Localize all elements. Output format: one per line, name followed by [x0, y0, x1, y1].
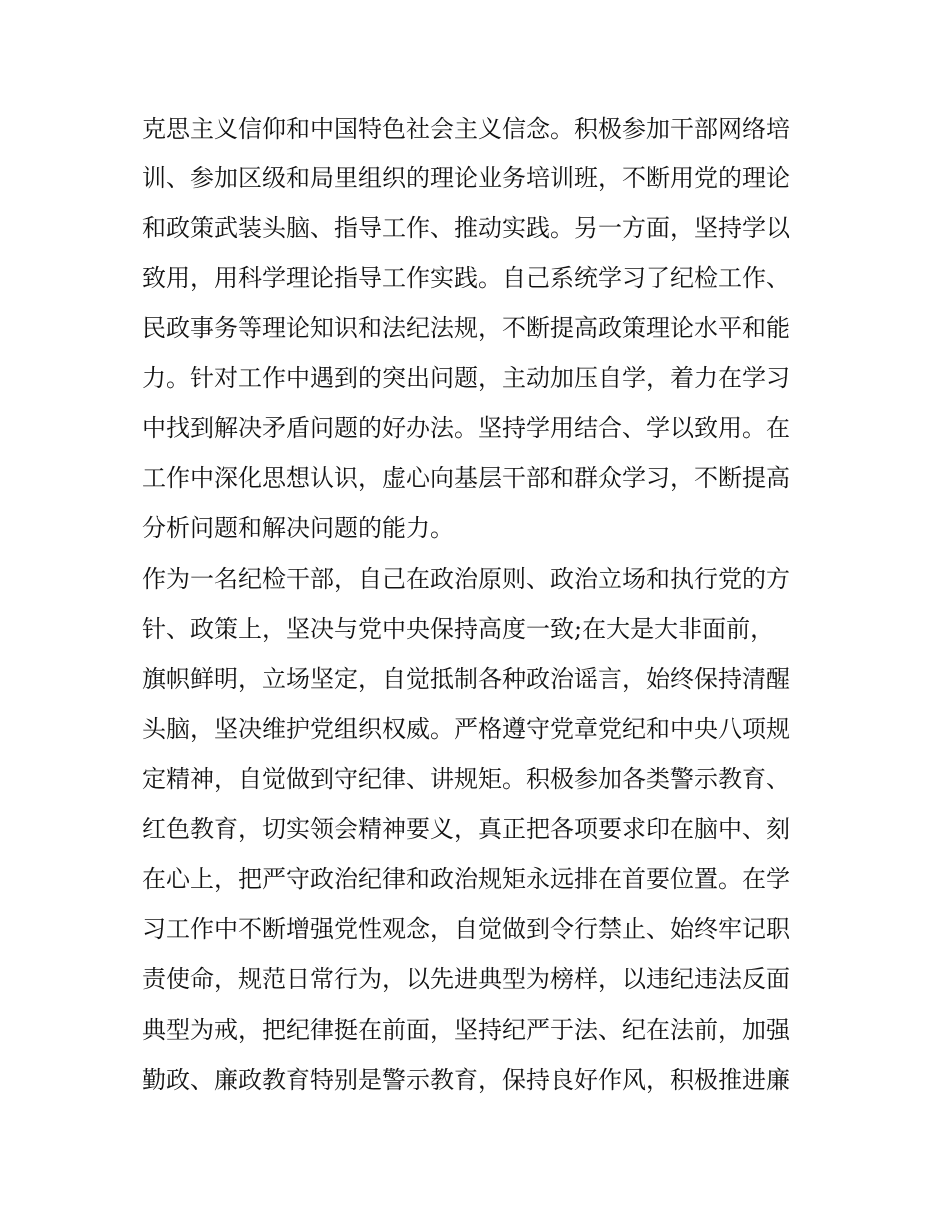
text-line: 习工作中不断增强党性观念，自觉做到令行禁止、始终牢记职: [142, 915, 790, 943]
text-line: 针、政策上，坚决与党中央保持高度一致;在大是大非面前，: [142, 615, 775, 643]
text-line: 头脑，坚决维护党组织权威。严格遵守党章党纪和中央八项规: [142, 715, 790, 743]
text-line: 勤政、廉政教育特别是警示教育，保持良好作风，积极推进廉: [142, 1066, 790, 1094]
text-line: 民政事务等理论知识和法纪法规，不断提高政策理论水平和能: [142, 314, 790, 342]
text-line: 典型为戒，把纪律挺在前面，坚持纪严于法、纪在法前，加强: [142, 1016, 790, 1044]
text-line: 工作中深化思想认识，虚心向基层干部和群众学习，不断提高: [142, 464, 790, 492]
text-line: 作为一名纪检干部，自己在政治原则、政治立场和执行党的方: [142, 565, 790, 593]
text-line: 旗帜鲜明，立场坚定，自觉抵制各种政治谣言，始终保持清醒: [142, 665, 790, 693]
text-line: 克思主义信仰和中国特色社会主义信念。积极参加干部网络培: [142, 115, 790, 143]
text-line: 在心上，把严守政治纪律和政治规矩永远排在首要位置。在学: [142, 865, 790, 893]
text-line: 责使命，规范日常行为，以先进典型为榜样，以违纪违法反面: [142, 965, 790, 993]
text-line: 致用，用科学理论指导工作实践。自己系统学习了纪检工作、: [142, 264, 790, 292]
text-line: 力。针对工作中遇到的突出问题，主动加压自学，着力在学习: [142, 364, 790, 392]
text-line: 中找到解决矛盾问题的好办法。坚持学用结合、学以致用。在: [142, 414, 790, 442]
text-line: 训、参加区级和局里组织的理论业务培训班，不断用党的理论: [142, 164, 790, 192]
text-line: 和政策武装头脑、指导工作、推动实践。另一方面，坚持学以: [142, 214, 790, 242]
text-line: 定精神，自觉做到守纪律、讲规矩。积极参加各类警示教育、: [142, 765, 790, 793]
text-line: 分析问题和解决问题的能力。: [142, 514, 454, 542]
text-line: 红色教育，切实领会精神要义，真正把各项要求印在脑中、刻: [142, 815, 790, 843]
